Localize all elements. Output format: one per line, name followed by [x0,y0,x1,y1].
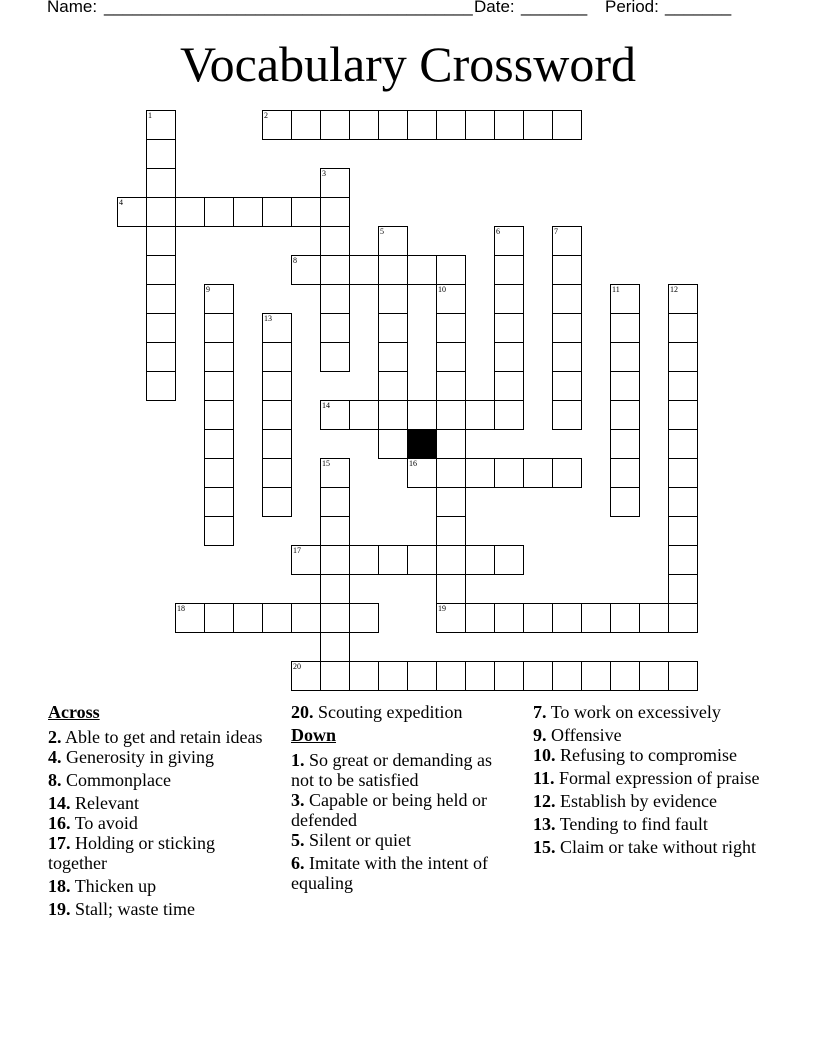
grid-cell[interactable] [291,255,321,285]
clue-across-16: 16. To avoid [48,813,138,833]
grid-cell[interactable] [320,516,350,546]
clue-number: 3 [322,169,326,178]
clue-number: 2 [264,111,268,120]
grid-cell[interactable] [204,516,234,546]
grid-cell[interactable] [465,603,495,633]
clue-number: 9 [206,285,210,294]
grid-cell[interactable] [407,110,437,140]
grid-cell[interactable] [291,197,321,227]
grid-cell[interactable] [146,284,176,314]
grid-cell[interactable] [320,487,350,517]
clue-number: 4 [119,198,123,207]
grid-cell[interactable] [262,197,292,227]
grid-cell[interactable] [407,400,437,430]
grid-cell[interactable] [465,400,495,430]
grid-cell[interactable] [610,603,640,633]
grid-cell[interactable] [262,342,292,372]
grid-cell[interactable] [494,661,524,691]
clue-number: 15 [322,459,330,468]
grid-cell[interactable] [378,400,408,430]
grid-cell[interactable] [349,255,379,285]
grid-cell[interactable] [436,255,466,285]
grid-cell[interactable] [436,603,466,633]
clue-down-3: 3. Capable or being held or defended [291,790,487,830]
grid-cell[interactable] [581,603,611,633]
grid-cell[interactable] [407,545,437,575]
grid-cell[interactable] [436,400,466,430]
name-label: Name: [47,0,98,16]
grid-cell[interactable] [146,110,176,140]
grid-cell[interactable] [175,603,205,633]
grid-cell[interactable] [436,313,466,343]
clue-down-15: 15. Claim or take without right [533,837,756,857]
grid-cell[interactable] [146,313,176,343]
across-column [48,702,278,919]
clue-across-4: 4. Generosity in giving [48,747,214,767]
clue-down-1: 1. So great or demanding as not to be satisfied [291,750,492,790]
grid-cell[interactable] [494,226,524,256]
grid-cell[interactable] [494,342,524,372]
grid-cell[interactable] [175,197,205,227]
period-label: Period: [605,0,659,16]
clue-number: 13 [264,314,272,323]
across-heading: Across [48,702,100,722]
clue-down-11: 11. Formal expression of praise [533,768,760,788]
page-title: Vocabulary Crossword [180,36,636,92]
grid-cell[interactable] [146,139,176,169]
clue-across-20: 20. Scouting expedition [291,702,463,722]
grid-cell[interactable] [262,313,292,343]
grid-cell[interactable] [320,603,350,633]
grid-cell[interactable] [436,429,466,459]
grid-cell[interactable] [204,284,234,314]
grid-cell[interactable] [378,255,408,285]
grid-cell[interactable] [320,284,350,314]
grid-cell[interactable] [610,371,640,401]
grid-cell[interactable] [668,603,698,633]
middle-column [291,702,506,893]
clue-across-17: 17. Holding or sticking together [48,833,215,873]
date-blank[interactable]: _______ [521,0,588,16]
grid-cell[interactable] [262,110,292,140]
clue-number: 12 [670,285,678,294]
name-blank[interactable]: _______________________________________ [104,0,473,16]
grid-cell[interactable] [291,661,321,691]
grid-cell[interactable] [320,342,350,372]
grid-cell[interactable] [378,313,408,343]
clue-number: 20 [293,662,301,671]
clue-number: 5 [380,227,384,236]
grid-cell[interactable] [668,400,698,430]
grid-cell[interactable] [668,284,698,314]
grid-cell[interactable] [668,342,698,372]
grid-cell[interactable] [552,255,582,285]
grid-cell[interactable] [494,603,524,633]
grid-cell[interactable] [610,313,640,343]
grid-cell[interactable] [610,342,640,372]
grid-cell[interactable] [407,661,437,691]
grid-cell[interactable] [523,661,553,691]
clue-down-9: 9. Offensive [533,725,622,745]
grid-cell[interactable] [465,110,495,140]
grid-cell[interactable] [668,487,698,517]
grid-cell[interactable] [494,110,524,140]
clue-down-12: 12. Establish by evidence [533,791,717,811]
grid-cell[interactable] [320,400,350,430]
clue-number: 16 [409,459,417,468]
clue-down-13: 13. Tending to find fault [533,814,708,834]
grid-cell[interactable] [320,574,350,604]
clue-across-18: 18. Thicken up [48,876,157,896]
grid-cell[interactable] [349,661,379,691]
grid-cell[interactable] [378,429,408,459]
black-cell [407,429,437,459]
grid-cell[interactable] [523,458,553,488]
grid-cell[interactable] [552,661,582,691]
clue-number: 10 [438,285,446,294]
grid-cell[interactable] [204,487,234,517]
grid-cell[interactable] [668,516,698,546]
clue-across-19: 19. Stall; waste time [48,899,195,919]
grid-cell[interactable] [668,661,698,691]
grid-cell[interactable] [320,197,350,227]
grid-cell[interactable] [349,603,379,633]
grid-cell[interactable] [146,197,176,227]
grid-cell[interactable] [436,371,466,401]
grid-cell[interactable] [494,255,524,285]
grid-cell[interactable] [320,313,350,343]
clue-number: 11 [612,285,620,294]
grid-cell[interactable] [552,603,582,633]
down-heading: Down [291,725,337,745]
grid-cell[interactable] [204,313,234,343]
clue-across-2: 2. Able to get and retain ideas [48,727,263,747]
grid-cell[interactable] [436,342,466,372]
grid-cell[interactable] [378,371,408,401]
grid-cell[interactable] [523,603,553,633]
grid-cell[interactable] [378,545,408,575]
clue-down-7: 7. To work on excessively [533,702,721,722]
grid-cell[interactable] [320,458,350,488]
grid-cell[interactable] [668,371,698,401]
grid-cell[interactable] [494,284,524,314]
grid-cell[interactable] [610,458,640,488]
grid-cell[interactable] [436,516,466,546]
grid-cell[interactable] [668,429,698,459]
grid-cell[interactable] [378,110,408,140]
grid-cell[interactable] [291,603,321,633]
grid-cell[interactable] [610,429,640,459]
grid-cell[interactable] [610,487,640,517]
grid-cell[interactable] [233,603,263,633]
grid-cell[interactable] [552,342,582,372]
clue-down-6: 6. Imitate with the intent of equaling [291,853,488,893]
clue-number: 19 [438,604,446,613]
grid-cell[interactable] [320,255,350,285]
grid-cell[interactable] [552,371,582,401]
grid-cell[interactable] [639,603,669,633]
grid-cell[interactable] [552,110,582,140]
grid-cell[interactable] [291,110,321,140]
clue-down-5: 5. Silent or quiet [291,830,411,850]
grid-cell[interactable] [552,284,582,314]
grid-cell[interactable] [436,545,466,575]
clue-across-8: 8. Commonplace [48,770,171,790]
grid-cell[interactable] [204,429,234,459]
grid-cell[interactable] [610,661,640,691]
grid-cell[interactable] [552,226,582,256]
grid-cell[interactable] [320,168,350,198]
grid-cell[interactable] [204,197,234,227]
grid-cell[interactable] [378,661,408,691]
grid-cell[interactable] [465,458,495,488]
grid-cell[interactable] [262,458,292,488]
clue-number: 17 [293,546,301,555]
grid-cell[interactable] [349,110,379,140]
grid-cell[interactable] [262,487,292,517]
grid-cell[interactable] [378,226,408,256]
grid-cell[interactable] [204,371,234,401]
grid-cell[interactable] [146,371,176,401]
clue-number: 1 [148,111,152,120]
grid-cell[interactable] [494,400,524,430]
grid-cell[interactable] [436,574,466,604]
clue-down-10: 10. Refusing to compromise [533,745,737,765]
grid-cell[interactable] [204,458,234,488]
grid-cell[interactable] [291,545,321,575]
grid-cell[interactable] [494,371,524,401]
right-column [533,702,765,857]
grid-cell[interactable] [436,284,466,314]
grid-cell[interactable] [320,661,350,691]
grid-cell[interactable] [378,284,408,314]
grid-cell[interactable] [349,545,379,575]
grid-cell[interactable] [407,458,437,488]
grid-cell[interactable] [320,226,350,256]
period-blank[interactable]: _______ [665,0,732,16]
grid-cell[interactable] [262,371,292,401]
grid-cell[interactable] [552,458,582,488]
clue-across-14: 14. Relevant [48,793,139,813]
clue-number: 14 [322,401,330,410]
grid-cell[interactable] [204,400,234,430]
clue-number: 18 [177,604,185,613]
grid-cell[interactable] [233,197,263,227]
grid-cell[interactable] [668,545,698,575]
grid-cell[interactable] [320,110,350,140]
grid-cell[interactable] [668,458,698,488]
grid-cell[interactable] [204,603,234,633]
grid-cell[interactable] [436,458,466,488]
grid-cell[interactable] [117,197,147,227]
clue-number: 7 [554,227,558,236]
grid-cell[interactable] [610,284,640,314]
grid-cell[interactable] [436,661,466,691]
grid-cell[interactable] [610,400,640,430]
grid-cell[interactable] [581,661,611,691]
grid-cell[interactable] [494,458,524,488]
grid-cell[interactable] [378,342,408,372]
grid-cell[interactable] [436,110,466,140]
grid-cell[interactable] [668,313,698,343]
grid-cell[interactable] [552,400,582,430]
grid-cell[interactable] [436,487,466,517]
grid-cell[interactable] [639,661,669,691]
grid-cell[interactable] [262,400,292,430]
grid-cell[interactable] [262,603,292,633]
grid-cell[interactable] [668,574,698,604]
clue-number: 8 [293,256,297,265]
grid-cell[interactable] [465,661,495,691]
grid-cell[interactable] [407,255,437,285]
grid-cell[interactable] [146,342,176,372]
grid-cell[interactable] [465,545,495,575]
grid-cell[interactable] [320,632,350,662]
grid-cell[interactable] [146,255,176,285]
date-label: Date: [474,0,515,16]
grid-cell[interactable] [494,545,524,575]
grid-cell[interactable] [552,313,582,343]
grid-cell[interactable] [146,168,176,198]
grid-cell[interactable] [146,226,176,256]
grid-cell[interactable] [320,545,350,575]
grid-cell[interactable] [262,429,292,459]
grid-cell[interactable] [349,400,379,430]
grid-cell[interactable] [523,110,553,140]
grid-cell[interactable] [204,342,234,372]
grid-cell[interactable] [494,313,524,343]
clue-number: 6 [496,227,500,236]
